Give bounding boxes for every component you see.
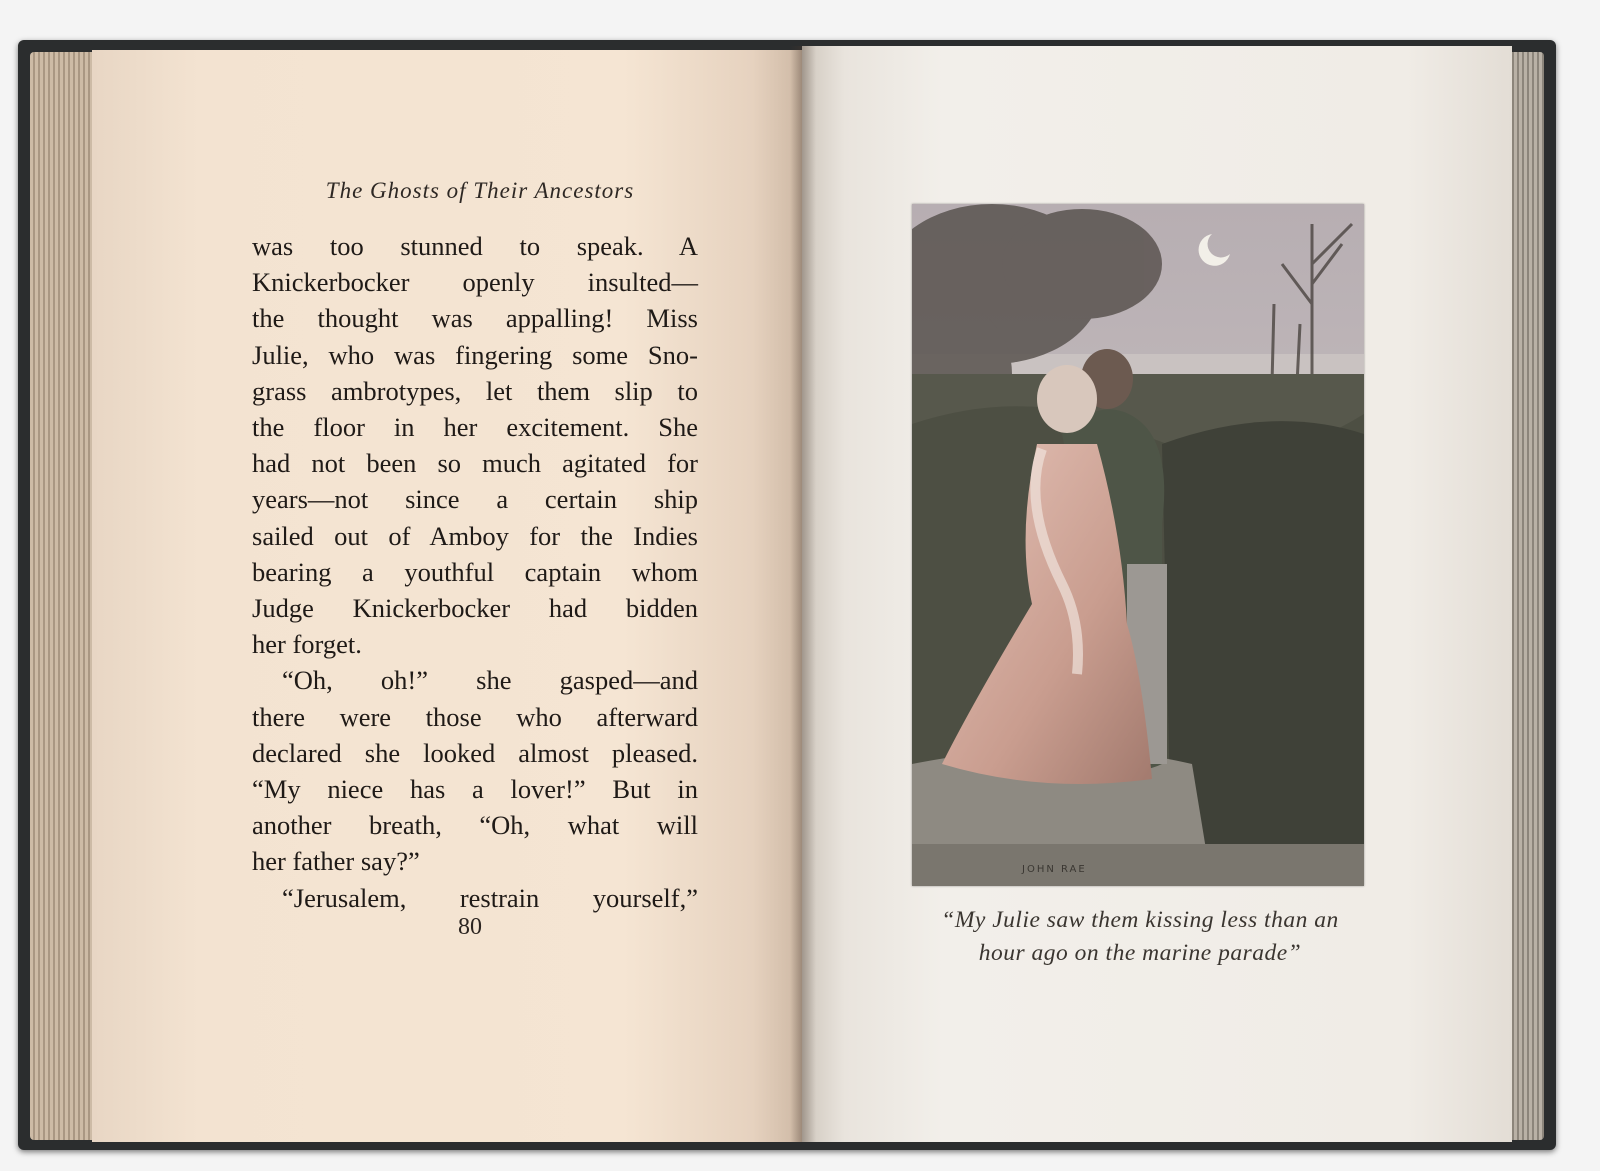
book-gutter [790, 46, 816, 1142]
text-line: declared she looked almost pleased. [252, 737, 698, 768]
caption-line-1: “My Julie saw them kissing less than an [941, 907, 1339, 933]
text-line: another breath, “Oh, what will [252, 810, 698, 841]
text-line: there were those who afterward [252, 701, 698, 732]
page-number: 80 [458, 914, 482, 940]
body-text [252, 228, 698, 916]
illustration-plate [912, 204, 1364, 886]
running-head: The Ghosts of Their Ancestors [325, 178, 635, 203]
caption-line-2: hour ago on the marine parade” [978, 940, 1302, 966]
text-line: years—not since a certain ship [252, 484, 698, 515]
artist-signature: JOHN RAE [1022, 864, 1087, 875]
illustration-image [912, 204, 1364, 886]
text-line: her forget. [252, 629, 362, 660]
text-line: had not been so much agitated for [252, 448, 698, 479]
text-line: her father say?” [252, 846, 420, 877]
text-line: sailed out of Amboy for the Indies [252, 520, 698, 551]
text-line: was too stunned to speak. A [252, 231, 698, 261]
illustration-caption [905, 904, 1375, 970]
text-line: grass ambrotypes, let them slip to [252, 375, 698, 406]
text-line: Julie, who was fingering some Sno- [252, 339, 698, 370]
text-line: bearing a youthful captain whom [252, 556, 698, 587]
page-edges-left [30, 52, 100, 1140]
text-line: the thought was appalling! Miss [252, 303, 698, 334]
text-line: “My niece has a lover!” But in [252, 774, 698, 805]
text-line: Knickerbocker openly insulted— [252, 267, 698, 298]
text-line: the floor in her excitement. She [252, 412, 698, 443]
text-line: “Jerusalem, restrain yourself,” [282, 882, 698, 913]
text-line: “Oh, oh!” she gasped—and [282, 665, 698, 696]
text-line: Judge Knickerbocker had bidden [252, 593, 698, 624]
